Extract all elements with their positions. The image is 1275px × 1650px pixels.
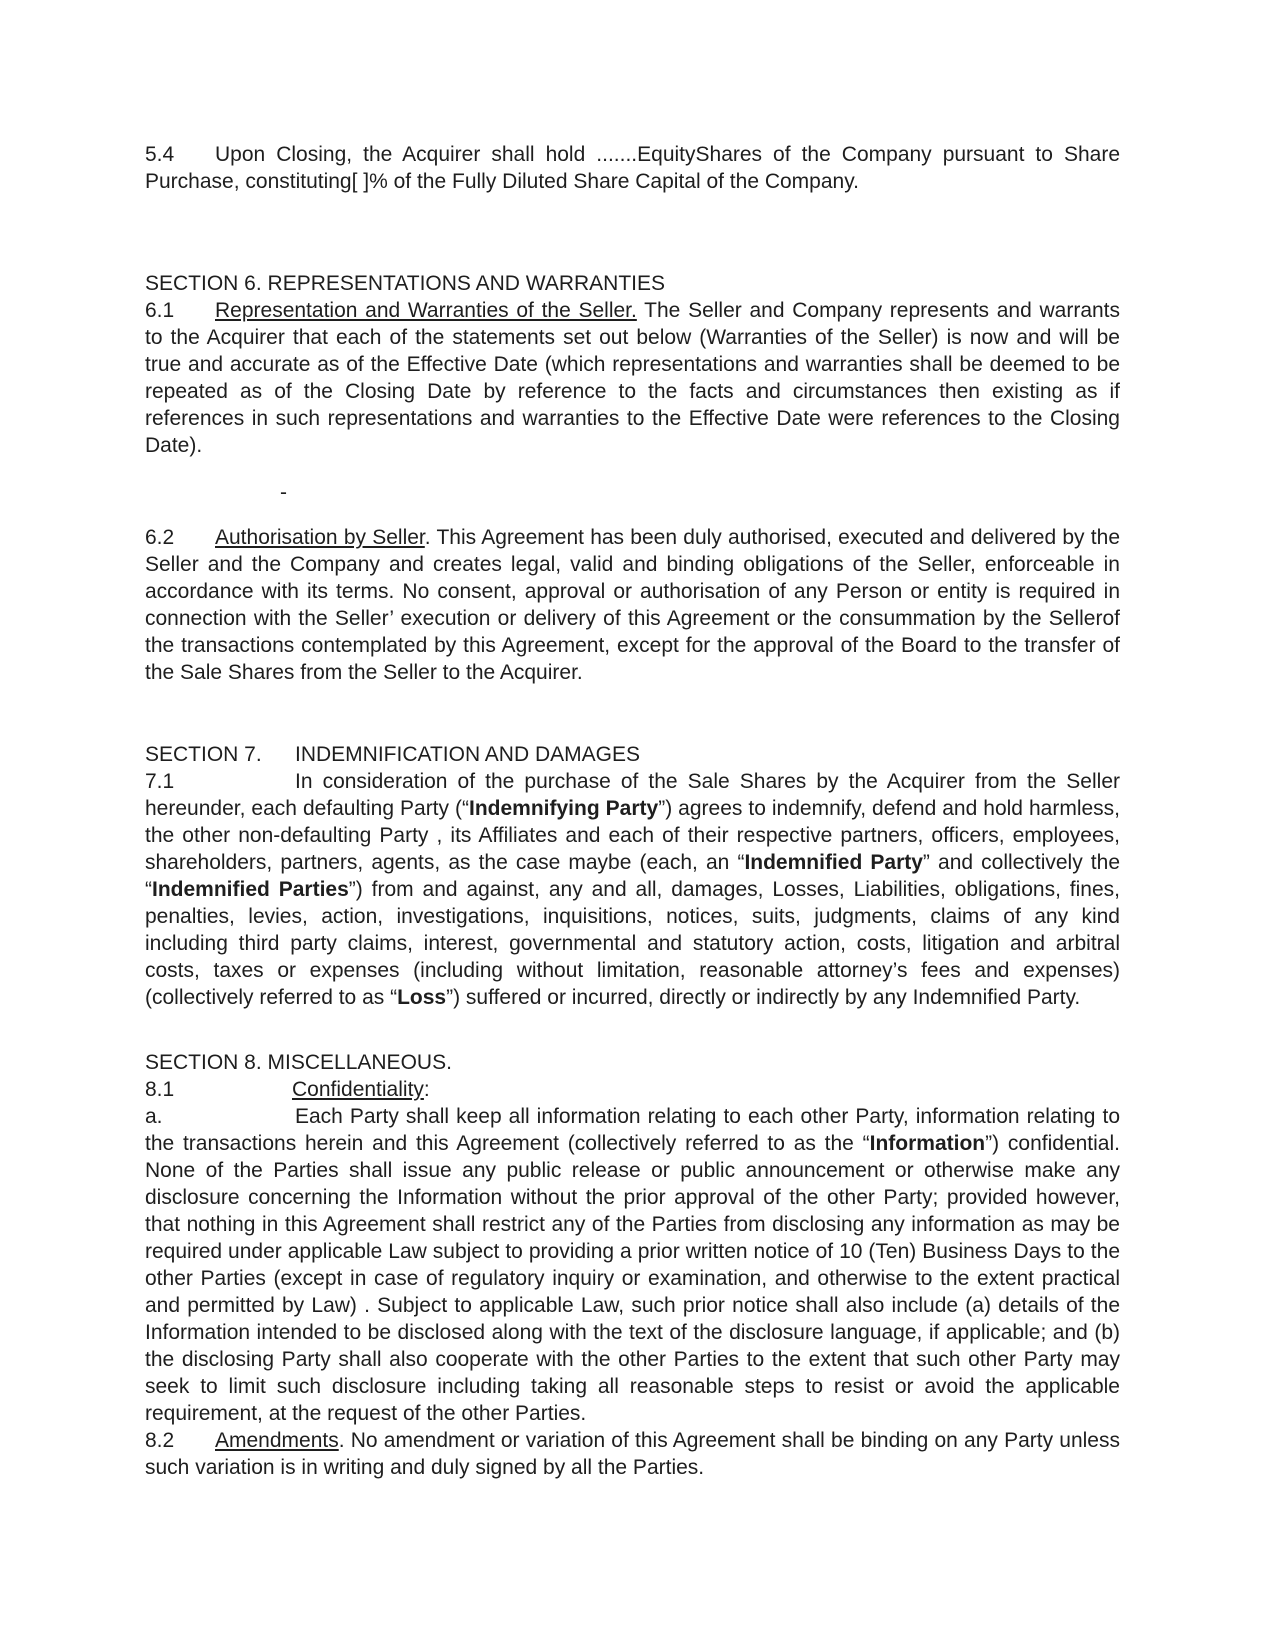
clause-number: 6.1 <box>145 299 175 322</box>
bold-text-run: Loss <box>397 986 447 1009</box>
clause-6-2 <box>145 524 1120 686</box>
clause-number: 8.1 <box>145 1078 175 1101</box>
underlined-text-run: Amendments <box>215 1429 339 1452</box>
underlined-text-run: Authorisation by Seller <box>215 526 425 549</box>
clause-6-1 <box>145 297 1120 459</box>
section-8-heading <box>145 1049 1120 1076</box>
text-run: : <box>423 1078 430 1101</box>
text-run: Upon Closing, the Acquirer shall hold .......EquityShares of the Company pursuant to Share Purchase, constituting[ ]% of the Fully Diluted Share Capital of the Company. <box>145 143 1120 193</box>
text-run: . No amendment or variation of this Agreement shall be binding on any Party unless such variation is in writing and duly signed by all the Parties. <box>145 1429 1120 1479</box>
stray-dash <box>145 479 1120 506</box>
text-run: SECTION 8. MISCELLANEOUS. <box>145 1051 452 1074</box>
text-run: ” and collectively the “ <box>145 851 1120 901</box>
text-run: Each Party shall keep all information relating to each other Party, information relating to the transactions herein and this Agreement (collectively referred to as the “ <box>145 1105 1120 1155</box>
text-run: The Seller and Company represents and warrants to the Acquirer that each of the statements set out below (Warranties of the Seller) is now and will be true and accurate as of the Effective Date (which representations and warranties shall be deemed to be repeated as of the Closing Date by reference to the facts and circumstances then existing as if references in such representations and warranties to the Effective Date were references to the Closing Date). <box>145 299 1121 457</box>
bold-text-run: Information <box>869 1132 986 1155</box>
text-run: ”) suffered or incurred, directly or indirectly by any Indemnified Party. <box>446 986 1081 1009</box>
bold-text-run: Indemnifying Party <box>469 797 659 820</box>
clause-number: SECTION 7. <box>145 743 262 766</box>
clause-8-2 <box>145 1427 1120 1481</box>
underlined-text-run: Confidentiality <box>292 1078 424 1101</box>
clause-7-1 <box>145 768 1120 1011</box>
document-content <box>145 141 1120 1481</box>
text-run: ”) from and against, any and all, damages, Losses, Liabilities, obligations, fines, penalties, levies, action, investigations, inquisitions, notices, suits, judgments, claims of any kind including third party claims, interest, governmental and statutory action, costs, litigation and arbitral costs, taxes or expenses (including without limitation, reasonable attorney’s fees and expenses) (collectively referred to as “ <box>145 878 1120 1009</box>
text-run: In consideration of the purchase of the Sale Shares by the Acquirer from the Seller hereunder, each defaulting Party (“ <box>145 770 1120 820</box>
clause-8-1-a <box>145 1103 1120 1427</box>
bold-text-run: Indemnified Party <box>744 851 923 874</box>
clause-8-1 <box>145 1076 1120 1103</box>
text-run: . This Agreement has been duly authorised, executed and delivered by the Seller and the Company and creates legal, valid and binding obligations of the Seller, enforceable in accordance with its terms. No consent, approval or authorisation of any Person or entity is required in connection with the Seller’ execution or delivery of this Agreement or the consummation by the Sellerof the transactions contemplated by this Agreement, except for the approval of the Board to the transfer of the Sale Shares from the Seller to the Acquirer. <box>145 526 1120 684</box>
section-6-heading <box>145 270 1120 297</box>
clause-number: 7.1 <box>145 770 175 793</box>
clause-number: 5.4 <box>145 143 175 166</box>
section-7-heading <box>145 741 1120 768</box>
text-run: SECTION 6. REPRESENTATIONS AND WARRANTIES <box>145 272 666 295</box>
text-run: INDEMNIFICATION AND DAMAGES <box>295 743 640 766</box>
text-run: ”) agrees to indemnify, defend and hold harmless, the other non-defaulting Party , its Affiliates and each of their respective partners, officers, employees, shareholders, partners, agents, as the case maybe (each, an “ <box>145 797 1121 874</box>
text-run: ”) confidential. None of the Parties shall issue any public release or public announcement or otherwise make any disclosure concerning the Information without the prior approval of the other Party; provided however, that nothing in this Agreement shall restrict any of the Parties from disclosing any information as may be required under applicable Law subject to providing a prior written notice of 10 (Ten) Business Days to the other Parties (except in case of regulatory inquiry or examination, and otherwise to the extent practical and permitted by Law) . Subject to applicable Law, such prior notice shall also include (a) details of the Information intended to be disclosed along with the text of the disclosure language, if applicable; and (b) the disclosing Party shall also cooperate with the other Parties to the extent that such other Party may seek to limit such disclosure including taking all reasonable steps to resist or avoid the applicable requirement, at the request of the other Parties. <box>145 1132 1120 1425</box>
clause-number: 6.2 <box>145 526 175 549</box>
clause-number: 8.2 <box>145 1429 175 1452</box>
clause-5-4 <box>145 141 1120 195</box>
underlined-text-run: Representation and Warranties of the Seller. <box>215 299 637 322</box>
text-run: - <box>280 481 287 504</box>
clause-number: a. <box>145 1105 163 1128</box>
bold-text-run: Indemnified Parties <box>152 878 349 901</box>
